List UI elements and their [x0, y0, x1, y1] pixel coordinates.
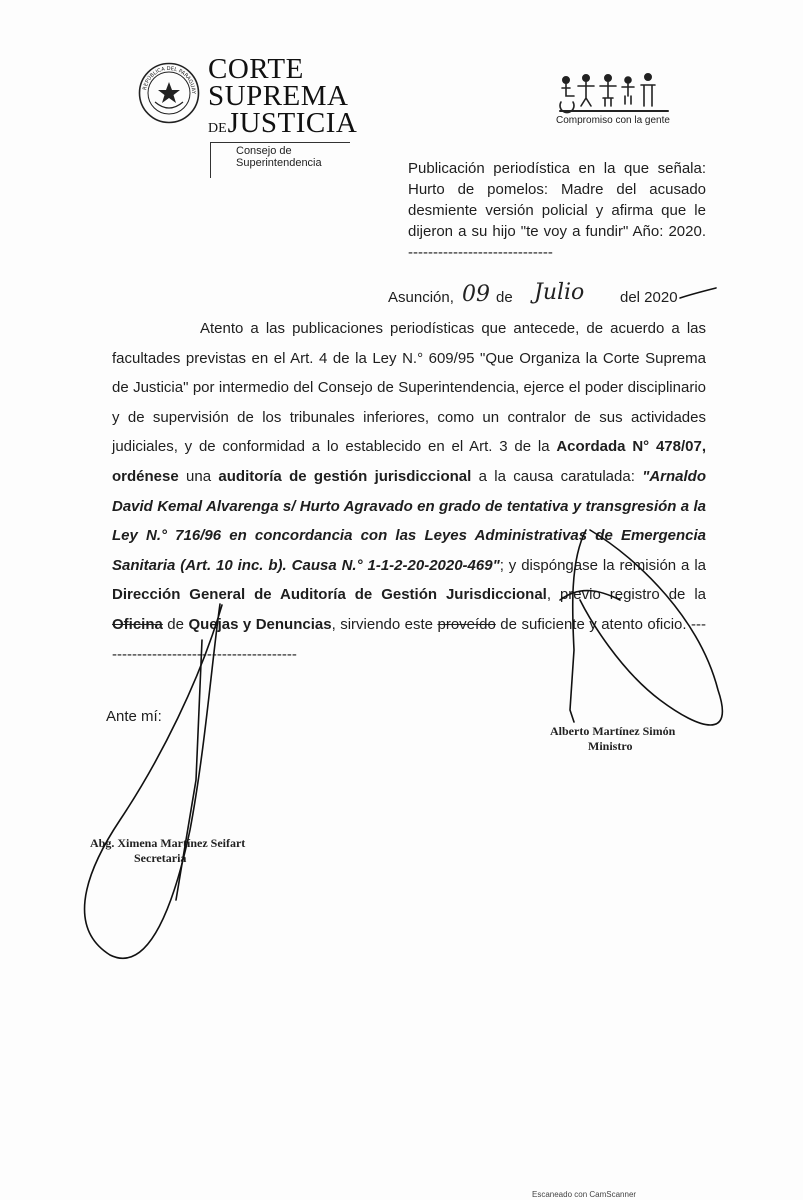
scanner-watermark: Escaneado con CamScanner [532, 1190, 637, 1199]
body-text: Atento a las publicaciones periodísticas que antecede, de acuerdo a las facultades previstas en el Art. 4 de la Ley N.° 609/95 "Que Organiza la Corte Suprema de Justicia" por intermedio del Consejo de Superintendencia, ejerce el poder disciplinario y de supervisión de los tribunales inferiores, como un contralor de sus actividades judiciales, y de conformidad a lo establecido en el Art. 3 de la [112, 320, 706, 456]
department-line1: Consejo de [236, 145, 292, 157]
date-line [388, 280, 718, 312]
ordenese: ordénese [112, 467, 179, 485]
divider-vertical [210, 142, 211, 178]
text-caratulada: a la causa caratulada: [471, 467, 643, 485]
text-una: una [178, 467, 219, 485]
case-title: "Arnaldo David Kemal Alvarenga s/ Hurto Agravado en grado de tentativa y transgresión a la Ley N.° 716/96 en concordancia con las Leyes Administrativas de Emergencia Sanitaria (Art. 10 inc. b). Causa N.° 1-1-2-20-2020-469" [112, 467, 706, 574]
date-prefix: Asunción, [388, 289, 454, 306]
divider [210, 142, 350, 143]
people-logo-icon [556, 72, 674, 114]
sep: , [701, 438, 706, 456]
slogan: Compromiso con la gente [556, 115, 670, 126]
court-name-de: DE [208, 121, 227, 136]
department-label [236, 145, 322, 169]
summary-heading: Publicación periodística en la que señala: Hurto de pomelos: Madre del acusado desmiente versión policial y afirma que le dijeron a su hijo "te voy a fundir" Año: 2020. ----------------------------- [408, 160, 706, 261]
court-name-line1: CORTE [208, 53, 304, 85]
national-seal-icon [138, 62, 200, 124]
audit-type: auditoría de gestión jurisdiccional [218, 467, 472, 485]
minister-stamp [550, 724, 675, 754]
text-de: de [162, 615, 189, 633]
text-previo: , previo registro de la [546, 586, 706, 604]
oficina-struck: Oficina [112, 615, 163, 633]
department-line2: Superintendencia [236, 157, 322, 169]
secretary-stamp [90, 836, 245, 866]
date-year: del 2020 [620, 289, 678, 306]
svg-text:REPÚBLICA DEL PARAGUAY: REPÚBLICA DEL PARAGUAY [142, 65, 197, 95]
text-disp: ; y dispóngase la remisión a la [499, 556, 706, 574]
body-paragraph [112, 314, 706, 669]
date-month: Julio [534, 280, 585, 305]
ante-mi: Ante mí: [106, 708, 162, 725]
minister-title: Ministro [588, 739, 633, 753]
proveido-struck: proveído [437, 615, 496, 633]
directorate: Dirección General de Auditoría de Gestión Jurisdiccional [112, 586, 547, 604]
text-sirviendo: , sirviendo este [331, 615, 438, 633]
acordada-ref: Acordada N° 478/07 [556, 438, 702, 456]
court-name-line2: SUPREMA [208, 80, 349, 112]
minister-name: Alberto Martínez Simón [550, 724, 676, 738]
court-name-line3: JUSTICIA [227, 107, 358, 139]
court-name [208, 53, 358, 142]
date-day: 09 [462, 282, 490, 307]
secretary-title: Secretaria [134, 851, 187, 865]
secretary-name: Abg. Ximena Martínez Seifart [90, 836, 246, 850]
text-end: de suficiente y atento oficio. ---------------------------------------- [112, 615, 706, 663]
quejas-office: Quejas y Denuncias [188, 615, 332, 633]
date-de: de [496, 289, 513, 306]
resolution-body [112, 314, 706, 669]
